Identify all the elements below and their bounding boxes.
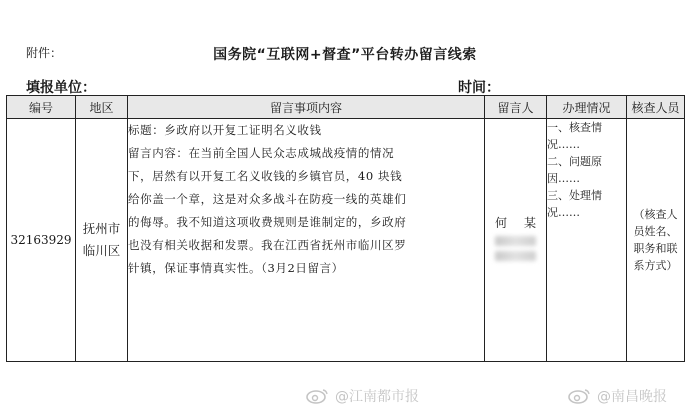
- document-title: 国务院“互联网+督查”平台转办留言线索: [213, 47, 477, 63]
- header-content: 留言事项内容: [128, 96, 485, 119]
- attachment-label: 附件：: [26, 46, 63, 60]
- person-surname: 何: [495, 216, 508, 230]
- watermark-jiangnan: [305, 386, 419, 406]
- header-id: 编号: [7, 96, 76, 119]
- cell-checker: [627, 119, 685, 362]
- header-checker: 核查人员: [627, 96, 685, 119]
- handling-line: 况……: [547, 206, 580, 219]
- checker-line: 员姓名、: [633, 225, 678, 238]
- handling-line: 二、问题原: [547, 155, 602, 168]
- table-header-row: [7, 96, 685, 119]
- content-line: 给你盖一个章，这是对众多战斗在防疫一线的英雄们: [128, 192, 407, 206]
- watermark-text: @江南都市报: [335, 389, 419, 405]
- redacted-info: [495, 236, 536, 246]
- weibo-icon: [567, 388, 591, 404]
- handling-line: 三、处理情: [547, 189, 602, 202]
- content-line: 下，居然有以开复工名义收钱的乡镇官员，40 块钱: [128, 169, 403, 183]
- cell-content: [128, 119, 485, 362]
- cell-id: 32163929: [7, 119, 76, 362]
- fill-unit-label: 填报单位：: [26, 80, 96, 96]
- person-given: 某: [523, 216, 536, 230]
- weibo-icon: [305, 388, 329, 404]
- handling-line: 况……: [547, 138, 580, 151]
- content-line: 针镇，保证事情真实性。（3月2日留言）: [128, 261, 344, 275]
- area-line: 临川区: [82, 243, 121, 258]
- lead-table: [6, 95, 685, 362]
- cell-handling: [547, 119, 627, 362]
- checker-line: 系方式）: [633, 259, 678, 272]
- content-line: 也没有相关收据和发票。我在江西省抚州市临川区罗: [128, 238, 407, 252]
- cell-area: [76, 119, 128, 362]
- content-line: 的侮辱。我不知道这项收费规则是谁制定的，乡政府: [128, 215, 407, 229]
- handling-line: 因……: [547, 172, 580, 185]
- checker-line: （核查人: [633, 208, 678, 221]
- content-line: 留言内容：在当前全国人民众志成城战疫情的情况: [128, 146, 395, 160]
- header-person: 留言人: [485, 96, 547, 119]
- area-line: 抚州市: [82, 221, 121, 236]
- checker-line: 职务和联: [633, 242, 678, 255]
- watermark-text: @南昌晚报: [597, 389, 667, 405]
- redacted-info: [495, 251, 536, 261]
- person-name: [485, 214, 546, 231]
- cell-person: [485, 119, 547, 362]
- header-area: 地区: [76, 96, 128, 119]
- handling-line: 一、核查情: [547, 121, 602, 134]
- time-label: 时间：: [458, 80, 500, 96]
- content-line: 标题：乡政府以开复工证明名义收钱: [128, 123, 322, 137]
- header-handling: 办理情况: [547, 96, 627, 119]
- watermark-nanchang: [567, 386, 667, 406]
- table-row: [7, 119, 685, 362]
